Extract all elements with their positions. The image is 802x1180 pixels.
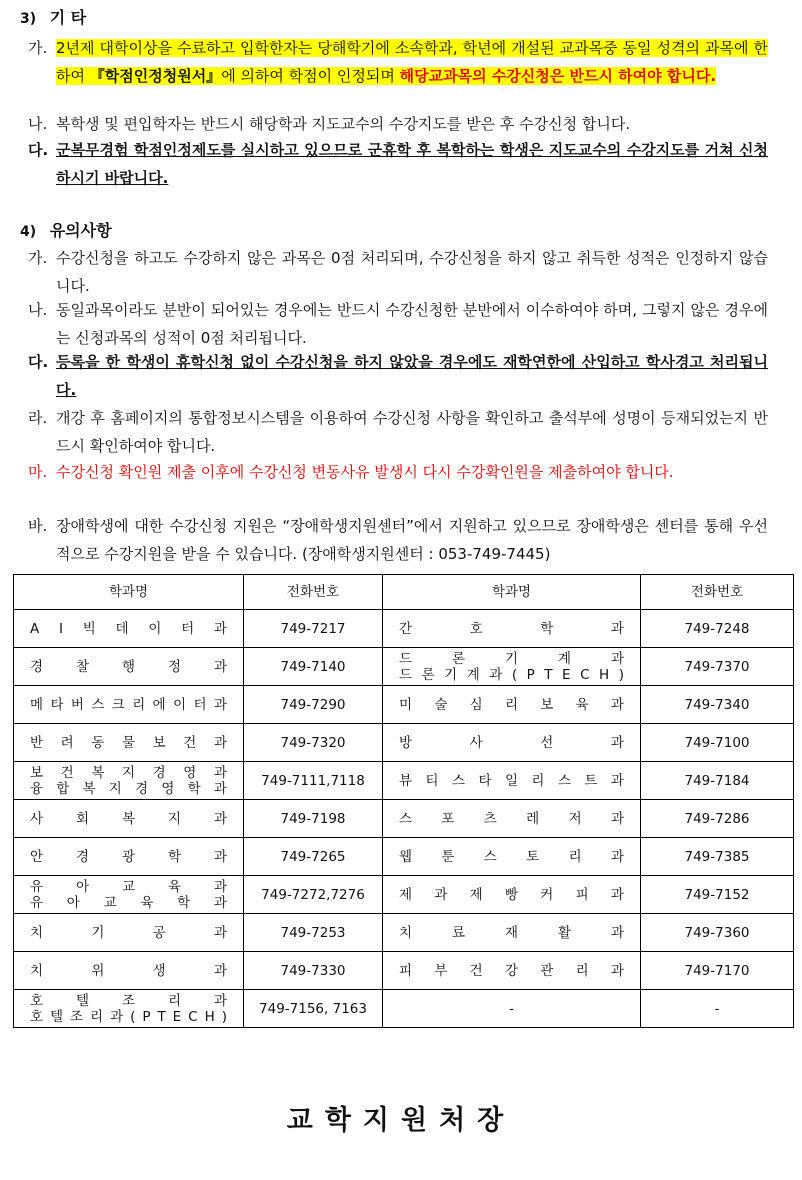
dept-name-cell [14,610,244,648]
table-row [14,952,794,990]
dept-name-cell [383,762,641,800]
dept-name: 치 위 생 과 [30,962,227,979]
phone-number-cell: - [641,990,794,1028]
table-row [14,762,794,800]
section-3-item-3 [28,136,768,192]
phone-number-cell: 749-7198 [244,800,383,838]
item-marker: 가. [28,249,48,267]
table-row [14,838,794,876]
table-header-row [14,575,794,610]
dept-name: 웹 툰 스 토 리 과 [399,848,624,865]
item-marker: 나. [28,301,48,319]
phone-number-cell: 749-7184 [641,762,794,800]
dept-name: 방 사 선 과 [399,734,624,751]
phone-number-cell: 749-7286 [641,800,794,838]
dept-name: - [509,1000,514,1017]
table-row [14,610,794,648]
phone-number-cell: 749-7340 [641,686,794,724]
item-text: 군복무경험 학점인정제도를 실시하고 있으므로 군휴학 후 복학하는 학생은 지도교수의 수강지도를 거쳐 신청하시기 바랍니다. [56,141,768,187]
dept-name-cell [383,648,641,686]
section-3-heading [20,5,86,28]
item-text: 수강신청 확인원 제출 이후에 수강신청 변동사유 발생시 다시 수강확인원을 제출하여야 합니다. [56,463,674,481]
dept-name-cell [14,686,244,724]
dept-name: 치 기 공 과 [30,924,227,941]
dept-name-cell [14,876,244,914]
phone-number-cell: 749-7320 [244,724,383,762]
dept-name-cell [383,800,641,838]
section-4-item-4 [28,404,768,460]
phone-number-cell: 749-7100 [641,724,794,762]
dept-name: 호 텔 조 리 과 [30,992,227,1009]
dept-name: 드 론 기 계 과 ( P T E C H ) [399,666,624,683]
dept-name: 안 경 광 학 과 [30,848,227,865]
dept-name: 스 포 츠 레 저 과 [399,810,624,827]
dept-name: 피 부 건 강 관 리 과 [399,962,624,979]
column-header-dept: 학과명 [14,575,244,610]
table-row [14,800,794,838]
table-row [14,990,794,1028]
section-3-item-1 [28,34,768,90]
column-header-dept: 학과명 [383,575,641,610]
department-phone-table [13,574,794,1028]
dept-name: 유 아 교 육 과 [30,878,227,895]
section-3-item-2 [28,110,768,138]
item-marker: 다. [28,353,49,371]
dept-name-cell [383,724,641,762]
signature-title: 교학지원처장 [286,1105,516,1136]
dept-name: 경 찰 행 정 과 [30,658,227,675]
phone-number-cell: 749-7152 [641,876,794,914]
section-4-item-1 [28,244,768,300]
section-4-item-5 [28,458,768,486]
dept-name-cell [383,952,641,990]
dept-name-cell [14,648,244,686]
phone-number-cell: 749-7385 [641,838,794,876]
table-row [14,914,794,952]
item-text: 등록을 한 학생이 휴학신청 없이 수강신청을 하지 않았을 경우에도 재학연한에 산입하고 학사경고 처리됩니다. [56,353,768,399]
phone-number-cell: 749-7360 [641,914,794,952]
section-3-title: 기 타 [49,8,87,27]
dept-name: 메 타 버 스 크 리 에 이 터 과 [30,696,227,713]
dept-name: 사 회 복 지 과 [30,810,227,827]
dept-name-cell [14,724,244,762]
section-3-number: 3) [20,11,37,27]
dept-name: 보 건 복 지 경 영 과 [30,764,227,781]
phone-number-cell: 749-7111,7118 [244,762,383,800]
dept-name: 융 합 복 지 경 영 학 과 [30,780,227,797]
dept-name-cell [383,838,641,876]
dept-name: 호 텔 조 리 과 ( P T E C H ) [30,1008,227,1025]
dept-name: 치 료 재 활 과 [399,924,624,941]
phone-number-cell: 749-7253 [244,914,383,952]
phone-number-cell: 749-7370 [641,648,794,686]
form-name-text: 『학점인정청원서』 [89,67,222,85]
item-marker: 가. [28,39,48,57]
dept-name-cell [14,990,244,1028]
dept-name: 반 려 동 물 보 건 과 [30,734,227,751]
phone-number-cell: 749-7140 [244,648,383,686]
dept-name: 제 과 제 빵 커 피 과 [399,886,624,903]
required-notice-text: 해당교과목의 수강신청은 반드시 하여야 합니다. [399,67,717,85]
phone-number-cell: 749-7265 [244,838,383,876]
dept-name-cell [383,686,641,724]
dept-name-cell [14,952,244,990]
highlighted-text-2: 에 의하여 학점이 인정되며 [221,67,400,85]
dept-name-cell [14,762,244,800]
phone-number-cell: 749-7290 [244,686,383,724]
item-text: 동일과목이라도 분반이 되어있는 경우에는 반드시 수강신청한 분반에서 이수하여야 하며, 그렇지 않은 경우에는 신청과목의 성적이 0점 처리됩니다. [56,301,768,347]
column-header-phone: 전화번호 [244,575,383,610]
table-body [14,610,794,1028]
dept-name-cell [383,610,641,648]
section-4-title: 유의사항 [49,221,112,240]
dept-name: 드 론 기 계 과 [399,650,624,667]
dept-name-cell [383,990,641,1028]
dept-name-cell [14,800,244,838]
item-text: 수강신청을 하고도 수강하지 않은 과목은 0점 처리되며, 수강신청을 하지 않고 취득한 성적은 인정하지 않습니다. [56,249,768,295]
item-marker: 바. [28,517,48,535]
section-4-item-2 [28,296,768,352]
table-row [14,686,794,724]
table-row [14,876,794,914]
dept-name: 뷰 티 스 타 일 리 스 트 과 [399,772,624,789]
table-row [14,648,794,686]
column-header-phone: 전화번호 [641,575,794,610]
item-text: 개강 후 홈페이지의 통합정보시스템을 이용하여 수강신청 사항을 확인하고 출석부에 성명이 등재되었는지 반드시 확인하여야 합니다. [56,409,768,455]
section-4-item-6 [28,512,768,568]
highlighted-text: 2년제 대학이상을 수료하고 입학한자는 당해학기에 소속학과, 학년에 개설된 교과목중 동일 성격의 과목에 한하여 [56,39,768,85]
item-text: 복학생 및 편입학자는 반드시 해당학과 지도교수의 수강지도를 받은 후 수강신청 합니다. [56,115,631,133]
item-marker: 마. [28,463,48,481]
dept-name: 유 아 교 육 학 과 [30,894,227,911]
phone-number-cell: 749-7217 [244,610,383,648]
item-text: 장애학생에 대한 수강신청 지원은 “장애학생지원센터”에서 지원하고 있으므로 장애학생은 센터를 통해 우선적으로 수강지원을 받을 수 있습니다. (장애학생지원센터 : 053-749-7445) [56,517,768,563]
phone-number-cell: 749-7248 [641,610,794,648]
dept-name: 간 호 학 과 [399,620,624,637]
phone-number-cell: 749-7272,7276 [244,876,383,914]
dept-name: A I 빅 데 이 터 과 [30,620,227,637]
dept-name-cell [14,838,244,876]
phone-number-cell: 749-7170 [641,952,794,990]
item-marker: 나. [28,115,48,133]
section-4-item-3 [28,348,768,404]
dept-name-cell [383,914,641,952]
phone-number-cell: 749-7330 [244,952,383,990]
item-marker: 라. [28,409,48,427]
phone-number-cell: 749-7156, 7163 [244,990,383,1028]
section-4-number: 4) [20,224,37,240]
item-marker: 다. [28,141,49,159]
dept-name-cell [383,876,641,914]
dept-name-cell [14,914,244,952]
dept-name: 미 술 심 리 보 육 과 [399,696,624,713]
table-row [14,724,794,762]
section-4-heading [20,218,112,241]
